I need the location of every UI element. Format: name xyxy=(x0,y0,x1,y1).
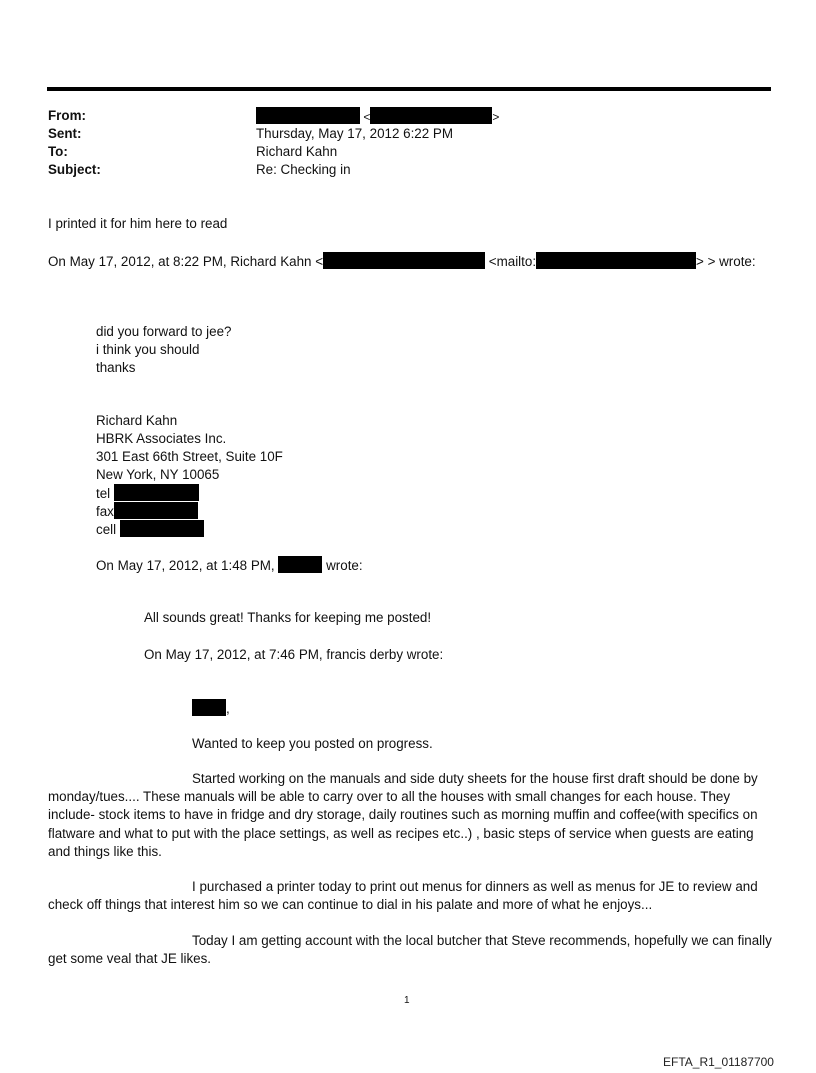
paragraph-butcher xyxy=(48,932,778,968)
progress-intro: Wanted to keep you posted on progress. xyxy=(192,736,433,751)
from-gt: > xyxy=(492,110,500,124)
kahn-line: thanks xyxy=(96,360,136,375)
page-number: 1 xyxy=(404,995,410,1006)
sent-value: Thursday, May 17, 2012 6:22 PM xyxy=(256,126,453,141)
document-id: EFTA_R1_01187700 xyxy=(663,1055,774,1069)
quote-header-redacted xyxy=(96,556,363,575)
header-rule xyxy=(47,87,771,91)
signature-company: HBRK Associates Inc. xyxy=(96,431,227,446)
cell-label: cell xyxy=(96,522,117,537)
tel-label: tel xyxy=(96,486,111,501)
paragraph-text: I purchased a printer today to print out menus for dinners as well as menus for JE to review and check off things that interest him so we can continue to dial in his palate and more of what he enjoys... xyxy=(48,879,758,913)
sent-label: Sent: xyxy=(48,126,82,141)
subject-label: Subject: xyxy=(48,162,101,177)
reply2-text: All sounds great! Thanks for keeping me posted! xyxy=(144,610,432,625)
paragraph-manuals xyxy=(48,770,778,861)
kahn-line: did you forward to jee? xyxy=(96,324,232,339)
quote-header-kahn xyxy=(48,252,756,271)
redaction-block xyxy=(370,107,492,124)
redaction-block xyxy=(323,252,485,269)
quote2-end: wrote: xyxy=(326,558,363,573)
signature-tel xyxy=(96,484,199,503)
signature-address1: 301 East 66th Street, Suite 10F xyxy=(96,449,283,464)
paragraph-text: Started working on the manuals and side duty sheets for the house first draft should be done by monday/tues.... These manuals will be able to carry over to all the houses with small changes for each house. They include- stock items to have in fridge and dry storage, daily routines such as morning muffin and coffee(with specifics on flatware and what to put with the place settings, as well as recipes etc..) , basic steps of service when guests are eating and things like this. xyxy=(48,771,758,859)
quote-end: > > wrote: xyxy=(696,254,756,269)
redaction-block xyxy=(278,556,322,573)
greeting-comma: , xyxy=(226,701,230,716)
redaction-block xyxy=(114,484,199,501)
signature-address2: New York, NY 10065 xyxy=(96,467,220,482)
redaction-block xyxy=(536,252,696,269)
quote2-start: On May 17, 2012, at 1:48 PM, xyxy=(96,558,275,573)
greeting-line xyxy=(192,699,230,718)
fax-label: fax xyxy=(96,504,114,519)
signature-fax xyxy=(96,502,198,521)
paragraph-text: Today I am getting account with the local butcher that Steve recommends, hopefully we can finally get some veal that JE likes. xyxy=(48,933,772,967)
subject-value: Re: Checking in xyxy=(256,162,351,177)
redaction-block xyxy=(192,699,226,716)
redaction-block xyxy=(114,502,198,519)
quote-header-derby: On May 17, 2012, at 7:46 PM, francis derby wrote: xyxy=(144,647,444,662)
signature-name: Richard Kahn xyxy=(96,413,178,428)
paragraph-printer xyxy=(48,878,778,914)
reply-text: I printed it for him here to read xyxy=(48,216,228,231)
kahn-line: i think you should xyxy=(96,342,200,357)
from-value xyxy=(256,107,499,126)
from-label: From: xyxy=(48,108,86,123)
redaction-block xyxy=(120,520,204,537)
to-value: Richard Kahn xyxy=(256,144,338,159)
quote-start: On May 17, 2012, at 8:22 PM, Richard Kahn < xyxy=(48,254,324,269)
from-lt: < xyxy=(363,110,371,124)
signature-cell xyxy=(96,520,204,539)
redaction-block xyxy=(256,107,360,124)
to-label: To: xyxy=(48,144,68,159)
quote-mailto: <mailto: xyxy=(488,254,537,269)
